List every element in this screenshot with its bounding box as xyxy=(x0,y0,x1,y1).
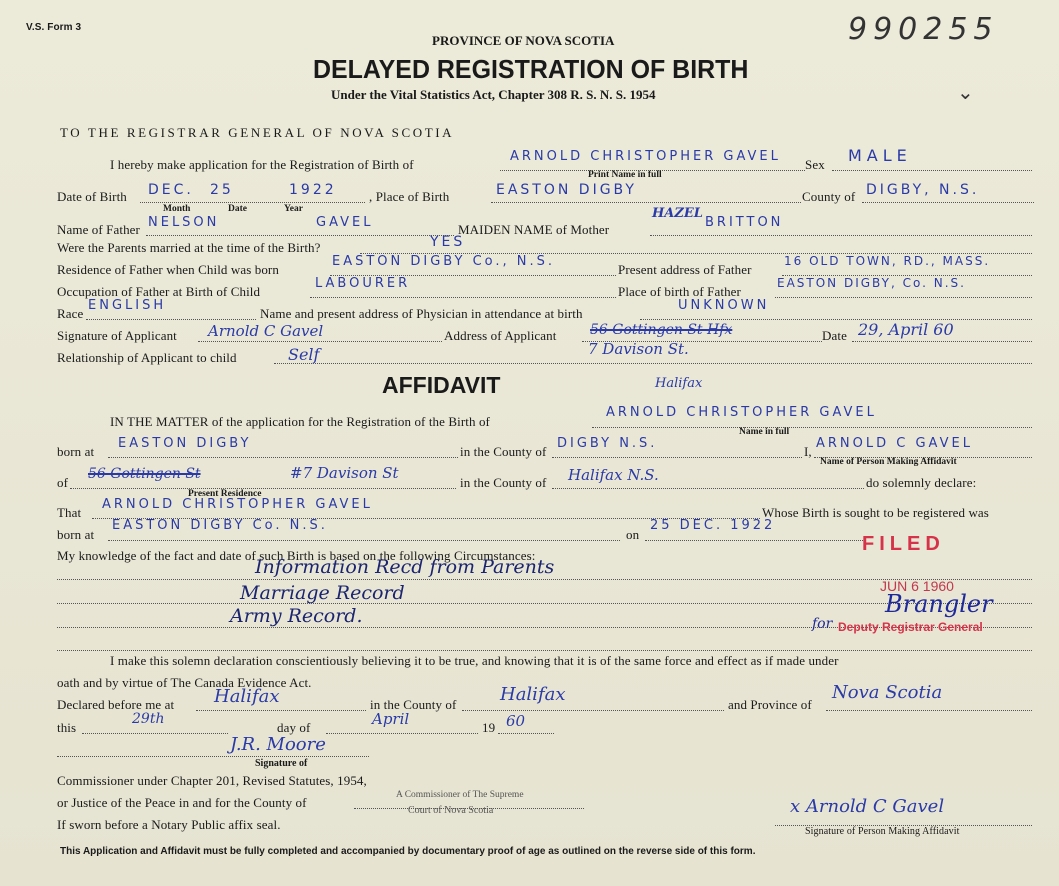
maiden-label: MAIDEN NAME of Mother xyxy=(458,222,610,237)
signature-label: Signature of Applicant xyxy=(57,328,177,343)
date-value: 29, April 60 xyxy=(858,320,954,339)
place-birth-label: , Place of Birth xyxy=(369,189,450,204)
dob-label: Date of Birth xyxy=(57,189,127,204)
present-address-label: Present address of Father xyxy=(618,262,752,277)
that-name-value: ARNOLD CHRISTOPHER GAVEL xyxy=(102,497,373,512)
province-heading: PROVINCE OF NOVA SCOTIA xyxy=(432,33,615,48)
registrar-prefix: for xyxy=(812,616,833,632)
occupation-value: LABOURER xyxy=(315,276,411,291)
sig-person-caption: Signature of Person Making Affidavit xyxy=(805,826,960,837)
sig-of-caption: Signature of xyxy=(255,758,308,769)
commissioner-stamp-line1: A Commissioner of The Supreme xyxy=(396,790,524,800)
county-res-value: Halifax N.S. xyxy=(568,466,659,484)
occupation-label: Occupation of Father at Birth of Child xyxy=(57,284,261,299)
residence-struck-value: 56 Gottingen St xyxy=(88,466,201,482)
whose-birth-label: Whose Birth is sought to be registered was xyxy=(762,505,989,520)
declaration-line2: oath and by virtue of The Canada Evidence Act. xyxy=(57,675,312,690)
in-county-label: in the County of xyxy=(460,444,547,459)
relationship-value: Self xyxy=(288,345,320,364)
commissioner-stamp-line2: Court of Nova Scotia xyxy=(408,805,494,816)
county-born-value: DIGBY N.S. xyxy=(557,436,658,451)
address-applicant-label: Address of Applicant xyxy=(444,328,557,343)
address-new-value: 7 Davison St. xyxy=(588,340,689,358)
born-at2-label: born at xyxy=(57,527,95,542)
year19-label: 19 xyxy=(482,720,496,735)
sex-label: Sex xyxy=(805,157,825,172)
check-mark: ⌄ xyxy=(957,82,974,104)
address-struck-value: 56 Gottingen St Hfx xyxy=(590,322,733,338)
sex-value: MALE xyxy=(848,146,912,165)
affidavit-heading: AFFIDAVIT xyxy=(382,372,501,398)
page-title: DELAYED REGISTRATION OF BIRTH xyxy=(313,54,749,84)
dob-date-value: 25 xyxy=(210,182,234,198)
year-caption: Year xyxy=(284,204,303,214)
province-of-label: and Province of xyxy=(728,697,812,712)
solemnly-label: do solemnly declare: xyxy=(866,475,977,490)
year-value: 60 xyxy=(506,712,526,730)
physician-value: UNKNOWN xyxy=(678,298,770,313)
print-name-caption: Print Name in full xyxy=(588,170,662,180)
this-label: this xyxy=(57,720,77,735)
born-at-label: born at xyxy=(57,444,95,459)
on-label: on xyxy=(626,527,640,542)
born-at2-value: EASTON DIGBY Co. N.S. xyxy=(112,518,328,533)
county-label: County of xyxy=(802,189,856,204)
married-value: YES xyxy=(430,234,466,250)
place-birth-value: EASTON DIGBY xyxy=(496,182,637,198)
county-value: DIGBY, N.S. xyxy=(866,182,980,198)
that-label: That xyxy=(57,505,82,520)
mother-first-value: HAZEL xyxy=(652,206,703,221)
date-caption: Date xyxy=(228,204,247,214)
born-at-value: EASTON DIGBY xyxy=(118,436,252,451)
declaration-line1: I make this solemn declaration conscientiously believing it to be true, and knowing that it is of the same force and effect as if made under xyxy=(110,653,839,668)
registrar-signature: Brangler xyxy=(885,590,993,618)
born-on-value: 25 DEC. 1922 xyxy=(650,518,776,533)
applicant-signature-value: Arnold C Gavel xyxy=(208,322,324,340)
mother-last-value: BRITTON xyxy=(705,215,784,230)
i-label: I, xyxy=(804,444,812,459)
filed-stamp: FILED xyxy=(862,533,945,555)
matter-label: IN THE MATTER of the application for the Registration of the Birth of xyxy=(110,414,490,429)
physician-label: Name and present address of Physician in attendance at birth xyxy=(260,306,583,321)
father-value: NELSON xyxy=(148,215,220,230)
commissioner-label: Commissioner under Chapter 201, Revised Statutes, 1954, xyxy=(57,773,367,788)
month-value: April xyxy=(372,710,410,728)
affidavit-name-value: ARNOLD CHRISTOPHER GAVEL xyxy=(606,405,877,420)
day-value: 29th xyxy=(132,711,165,727)
child-name-value: ARNOLD CHRISTOPHER GAVEL xyxy=(510,149,781,164)
in-county3-label: in the County of xyxy=(370,697,457,712)
justice-label: or Justice of the Peace in and for the County of xyxy=(57,795,307,810)
circumstance-3: Army Record. xyxy=(230,605,363,627)
person-value: ARNOLD C GAVEL xyxy=(816,436,973,451)
dob-year-value: 1922 xyxy=(289,182,337,198)
race-label: Race xyxy=(57,306,84,321)
day-of-label: day of xyxy=(277,720,311,735)
act-subtitle: Under the Vital Statistics Act, Chapter 308 R. S. N. S. 1954 xyxy=(331,87,656,102)
present-res-caption: Present Residence xyxy=(188,489,262,499)
date-label: Date xyxy=(822,328,847,343)
commissioner-signature: J.R. Moore xyxy=(230,734,326,755)
person-signature: x Arnold C Gavel xyxy=(790,796,945,817)
race-value: ENGLISH xyxy=(88,298,167,313)
married-label: Were the Parents married at the time of the Birth? xyxy=(57,240,321,255)
dob-month-value: DEC. xyxy=(148,182,194,198)
form-number: V.S. Form 3 xyxy=(26,22,82,33)
addressee: TO THE REGISTRAR GENERAL OF NOVA SCOTIA xyxy=(60,125,455,140)
month-caption: Month xyxy=(163,204,191,214)
declared-at-value: Halifax xyxy=(214,686,280,707)
serial-number: 990255 xyxy=(848,12,999,47)
circumstance-1: Information Recd from Parents xyxy=(255,556,555,578)
father-birthplace-value: EASTON DIGBY, Co. N.S. xyxy=(777,276,966,290)
filed-date: JUN 6 1960 xyxy=(880,578,954,594)
address-city-value: Halifax xyxy=(655,376,703,391)
apply-label: I hereby make application for the Registration of Birth of xyxy=(110,157,414,172)
county-declared-value: Halifax xyxy=(500,684,566,705)
person-affidavit-caption: Name of Person Making Affidavit xyxy=(820,457,957,467)
residence-value: EASTON DIGBY Co., N.S. xyxy=(332,254,556,269)
father-surname-value: GAVEL xyxy=(316,215,374,230)
declared-label: Declared before me at xyxy=(57,697,175,712)
name-full-caption: Name in full xyxy=(739,427,790,437)
deputy-registrar-title: Deputy Registrar General xyxy=(838,620,983,634)
father-birthplace-label: Place of birth of Father xyxy=(618,284,741,299)
residence-label: Residence of Father when Child was born xyxy=(57,262,279,277)
in-county2-label: in the County of xyxy=(460,475,547,490)
relationship-label: Relationship of Applicant to child xyxy=(57,350,237,365)
footer-note: This Application and Affidavit must be fully completed and accompanied by documentary proof of age as outlined on the reverse side of this form. xyxy=(60,846,756,857)
circumstance-2: Marriage Record xyxy=(240,582,405,604)
residence-new-value: #7 Davison St xyxy=(290,464,399,482)
knowledge-label: My knowledge of the fact and date of such Birth is based on the following Circumstances: xyxy=(57,548,536,563)
notary-label: If sworn before a Notary Public affix seal. xyxy=(57,817,281,832)
father-label: Name of Father xyxy=(57,222,140,237)
of-label: of xyxy=(57,475,69,490)
present-address-value: 16 OLD TOWN, RD., MASS. xyxy=(784,254,991,268)
province-value: Nova Scotia xyxy=(832,682,943,703)
